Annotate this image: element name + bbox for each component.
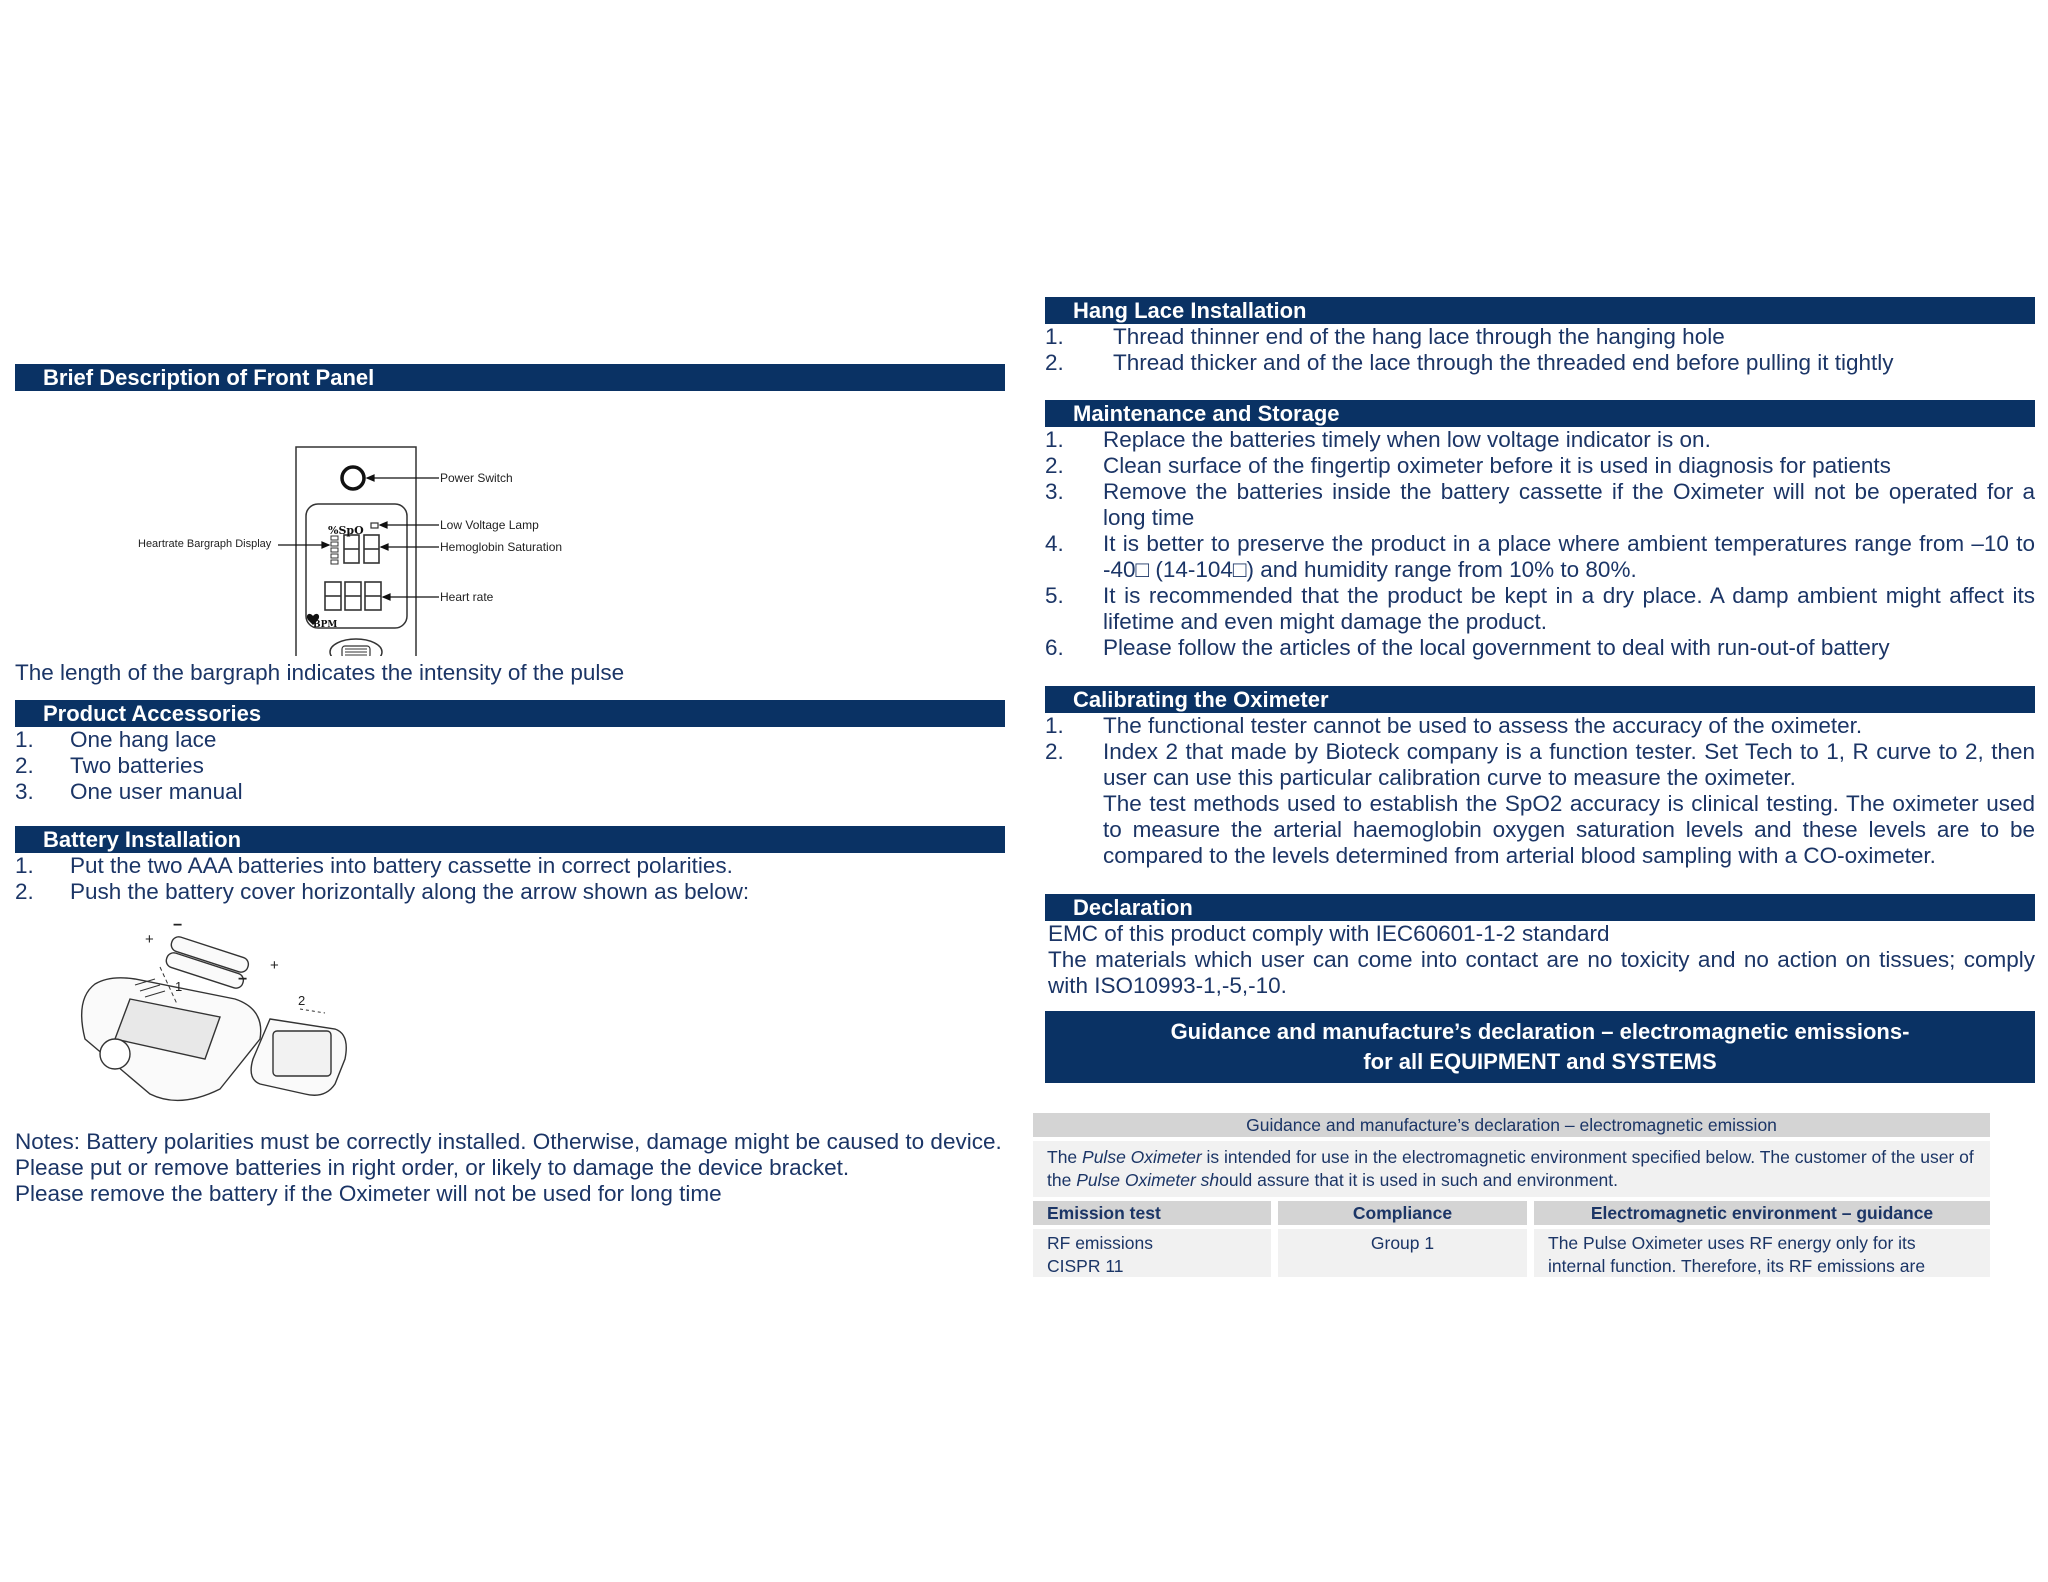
hemoglobin-saturation-label: Hemoglobin Saturation — [440, 540, 563, 554]
column-header: Emission test — [1033, 1201, 1271, 1225]
list-item: 3. Remove the batteries inside the battery cassette if the Oximeter will not be operated for a long time — [1045, 479, 2035, 530]
list-item: 1. Put the two AAA batteries into battery cassette in correct polarities. — [15, 853, 733, 878]
guidance-banner — [1045, 1011, 2035, 1083]
spo2-label: %SpO — [328, 524, 364, 537]
guidance-banner-line-1: Guidance and manufacture’s declaration – electromagnetic emissions- — [1170, 1019, 1910, 1044]
plus-label: + — [145, 931, 154, 948]
list-item: 1. Replace the batteries timely when low voltage indicator is on. — [1045, 427, 1711, 452]
battery-illustration — [15, 909, 1005, 1119]
calibration-note: The test methods used to establish the SpO2 accuracy is clinical testing. The oximeter used to measure the arterial haemoglobin oxygen saturation levels and these levels are to be compared to the levels determined from arterial blood sampling with a CO-oximeter. — [1103, 791, 2035, 868]
table-header-row — [1033, 1201, 1990, 1225]
declaration-heading: Declaration — [1045, 894, 2035, 921]
power-switch-label: Power Switch — [440, 471, 513, 485]
step-2-label: 2 — [298, 993, 306, 1008]
column-header: Electromagnetic environment – guidance — [1534, 1201, 1990, 1225]
table-cell: RF emissions CISPR 11 — [1033, 1229, 1271, 1277]
battery-heading: Battery Installation — [15, 826, 1005, 853]
plus-label: + — [270, 957, 279, 974]
calibrating-list — [1045, 713, 2035, 791]
list-item: 2. Two batteries — [15, 753, 204, 778]
list-item: 2. Index 2 that made by Bioteck company is a function tester. Set Tech to 1, R curve to 2, then user can use this particular calibration curve to measure the oximeter. — [1045, 739, 2035, 790]
minus-label: − — [173, 917, 183, 934]
minus-label: − — [238, 971, 248, 988]
bargraph-display-label: Heartrate Bargraph Display — [138, 538, 272, 550]
guidance-banner-line-2: for all EQUIPMENT and SYSTEMS — [1363, 1049, 1717, 1074]
list-item: 3. One user manual — [15, 779, 243, 804]
left-column — [15, 364, 1005, 1207]
battery-steps-list — [15, 853, 1005, 905]
hang-lace-heading: Hang Lace Installation — [1045, 297, 2035, 324]
declaration-line-1: EMC of this product comply with IEC60601-1-2 standard — [1048, 921, 1610, 946]
table-cell: The Pulse Oximeter uses RF energy only for its internal function. Therefore, its RF emissions are — [1534, 1229, 1990, 1277]
front-panel-heading: Brief Description of Front Panel — [15, 364, 1005, 391]
table-intro: The Pulse Oximeter is intended for use in the electromagnetic environment specified below. The customer of the user of the Pulse Oximeter should assure that it is used in such and environment. — [1033, 1141, 1990, 1197]
calibrating-heading: Calibrating the Oximeter — [1045, 686, 2035, 713]
list-item: 2. Push the battery cover horizontally along the arrow shown as below: — [15, 879, 750, 904]
hang-lace-list — [1045, 324, 2035, 376]
list-item: 1. Thread thinner end of the hang lace through the hanging hole — [1045, 324, 1725, 349]
accessories-list — [15, 727, 1005, 805]
table-title: Guidance and manufacture’s declaration – electromagnetic emission — [1033, 1113, 1990, 1137]
column-header: Compliance — [1278, 1201, 1527, 1225]
battery-note-3: Please remove the battery if the Oximeter will not be used for long time — [15, 1181, 722, 1206]
list-item: 1. One hang lace — [15, 727, 217, 752]
table-cell: Group 1 — [1278, 1229, 1527, 1277]
maintenance-heading: Maintenance and Storage — [1045, 400, 2035, 427]
low-voltage-lamp-label: Low Voltage Lamp — [440, 518, 539, 532]
table-row — [1033, 1229, 1990, 1277]
list-item: 1. The functional tester cannot be used to assess the accuracy of the oximeter. — [1045, 713, 1863, 738]
front-panel-diagram — [15, 396, 1005, 656]
heart-rate-label: Heart rate — [440, 590, 494, 604]
bargraph-caption: The length of the bargraph indicates the intensity of the pulse — [15, 660, 625, 685]
list-item: 2. Clean surface of the fingertip oximeter before it is used in diagnosis for patients — [1045, 453, 1891, 478]
list-item: 4. It is better to preserve the product in a place where ambient temperatures range from –10 to -40□ (14-104□) and humidity range from 10% to 80%. — [1045, 531, 2035, 582]
battery-installation-figure — [15, 909, 1005, 1119]
emission-table — [1033, 1113, 1990, 1277]
maintenance-list — [1045, 427, 2035, 661]
list-item: 5. It is recommended that the product be kept in a dry place. A damp ambient might affect its lifetime and even might damage the product. — [1045, 583, 2035, 634]
list-item: 6. Please follow the articles of the local government to deal with run-out-of battery — [1045, 635, 1890, 660]
bpm-label: BPM — [313, 620, 338, 630]
accessories-heading: Product Accessories — [15, 700, 1005, 727]
list-item: 2. Thread thicker and of the lace through the threaded end before pulling it tightly — [1045, 350, 1894, 375]
step-1-label: 1 — [175, 979, 183, 994]
declaration-line-2: The materials which user can come into contact are no toxicity and no action on tissues; comply with ISO10993-1,-5,-10. — [1048, 947, 2035, 998]
right-column — [1045, 297, 2035, 1083]
battery-note-2: Please put or remove batteries in right order, or likely to damage the device bracket. — [15, 1155, 850, 1180]
battery-note-1: Notes: Battery polarities must be correctly installed. Otherwise, damage might be caused to device. — [15, 1129, 1002, 1154]
